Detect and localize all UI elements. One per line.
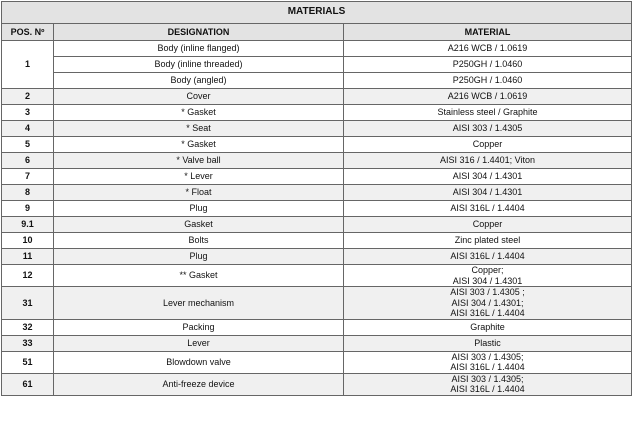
header-pos: POS. Nº	[2, 24, 54, 41]
material-line: AISI 304 / 1.4301	[452, 171, 523, 182]
material-cell	[344, 335, 632, 351]
material-cell	[344, 201, 632, 217]
table-row	[2, 121, 632, 137]
designation-cell: * Seat	[54, 121, 344, 137]
material-cell	[344, 89, 632, 105]
material-line: AISI 303 / 1.4305	[452, 123, 523, 134]
material-line: Zinc plated steel	[454, 235, 521, 246]
material-cell	[344, 373, 632, 395]
pos-cell: 33	[2, 335, 54, 351]
header-material: MATERIAL	[344, 24, 632, 41]
material-cell	[344, 169, 632, 185]
designation-cell: Plug	[54, 249, 344, 265]
designation-cell: Gasket	[54, 217, 344, 233]
material-cell	[344, 265, 632, 287]
table-row	[2, 201, 632, 217]
material-cell	[344, 217, 632, 233]
table-row	[2, 41, 632, 57]
designation-cell: Lever	[54, 335, 344, 351]
table-row	[2, 287, 632, 320]
designation-cell: Body (angled)	[54, 73, 344, 89]
designation-cell: Anti-freeze device	[54, 373, 344, 395]
table-row	[2, 73, 632, 89]
pos-cell: 2	[2, 89, 54, 105]
pos-cell: 3	[2, 105, 54, 121]
designation-cell: Body (inline threaded)	[54, 57, 344, 73]
table-row	[2, 265, 632, 287]
material-line: AISI 316L / 1.4404	[450, 362, 525, 372]
designation-cell: ** Gasket	[54, 265, 344, 287]
table-row	[2, 335, 632, 351]
pos-cell: 8	[2, 185, 54, 201]
table-row	[2, 89, 632, 105]
pos-cell: 11	[2, 249, 54, 265]
material-cell	[344, 287, 632, 320]
material-line: Graphite	[470, 321, 505, 332]
designation-cell: Plug	[54, 201, 344, 217]
material-cell	[344, 73, 632, 89]
table-row	[2, 137, 632, 153]
table-row	[2, 233, 632, 249]
pos-cell: 1	[2, 41, 54, 89]
material-cell	[344, 249, 632, 265]
designation-cell: * Valve ball	[54, 153, 344, 169]
material-cell	[344, 185, 632, 201]
material-line: P250GH / 1.0460	[452, 59, 523, 70]
designation-cell: * Gasket	[54, 137, 344, 153]
pos-cell: 51	[2, 351, 54, 373]
designation-cell: Blowdown valve	[54, 351, 344, 373]
material-line: AISI 316 / 1.4401; Viton	[440, 155, 535, 166]
material-line: P250GH / 1.0460	[452, 75, 523, 86]
table-body	[2, 41, 632, 396]
material-line: AISI 316L / 1.4404	[450, 251, 525, 262]
material-cell	[344, 105, 632, 121]
material-line: AISI 303 / 1.4305;	[451, 351, 524, 362]
material-cell	[344, 351, 632, 373]
table-row	[2, 319, 632, 335]
header-designation: DESIGNATION	[54, 24, 344, 41]
pos-cell: 4	[2, 121, 54, 137]
material-line: AISI 316L / 1.4404	[450, 308, 525, 318]
pos-cell: 6	[2, 153, 54, 169]
material-cell	[344, 233, 632, 249]
material-cell	[344, 319, 632, 335]
table-row	[2, 373, 632, 395]
material-cell	[344, 41, 632, 57]
designation-cell: * Float	[54, 185, 344, 201]
designation-cell: * Lever	[54, 169, 344, 185]
material-line: AISI 316L / 1.4404	[450, 384, 525, 394]
designation-cell: Lever mechanism	[54, 287, 344, 320]
material-line: Copper;	[471, 265, 504, 275]
material-line: AISI 303 / 1.4305 ;	[450, 287, 525, 297]
material-line: A216 WCB / 1.0619	[447, 43, 528, 54]
material-cell	[344, 137, 632, 153]
material-cell	[344, 121, 632, 137]
material-line: AISI 316L / 1.4404	[450, 203, 525, 214]
pos-cell: 5	[2, 137, 54, 153]
pos-cell: 9.1	[2, 217, 54, 233]
materials-table	[1, 1, 632, 396]
material-cell	[344, 153, 632, 169]
designation-cell: Cover	[54, 89, 344, 105]
material-line: AISI 303 / 1.4305;	[451, 373, 524, 384]
table-row	[2, 57, 632, 73]
pos-cell: 10	[2, 233, 54, 249]
material-line: Copper	[472, 219, 503, 230]
pos-cell: 61	[2, 373, 54, 395]
material-line: AISI 304 / 1.4301	[452, 187, 523, 198]
material-line: AISI 304 / 1.4301;	[451, 297, 524, 308]
designation-cell: Body (inline flanged)	[54, 41, 344, 57]
designation-cell: Bolts	[54, 233, 344, 249]
material-line: AISI 304 / 1.4301	[452, 275, 523, 286]
table-title: MATERIALS	[2, 2, 632, 24]
table-row	[2, 185, 632, 201]
material-cell	[344, 57, 632, 73]
designation-cell: * Gasket	[54, 105, 344, 121]
material-line: Stainless steel / Graphite	[437, 107, 538, 118]
material-line: Copper	[472, 139, 503, 150]
material-line: A216 WCB / 1.0619	[447, 91, 528, 102]
materials-table-container	[1, 1, 631, 396]
designation-cell: Packing	[54, 319, 344, 335]
material-line: Plastic	[474, 337, 501, 348]
table-row	[2, 153, 632, 169]
table-row	[2, 351, 632, 373]
table-row	[2, 169, 632, 185]
pos-cell: 9	[2, 201, 54, 217]
pos-cell: 31	[2, 287, 54, 320]
table-row	[2, 105, 632, 121]
pos-cell: 32	[2, 319, 54, 335]
pos-cell: 7	[2, 169, 54, 185]
table-row	[2, 249, 632, 265]
table-row	[2, 217, 632, 233]
pos-cell: 12	[2, 265, 54, 287]
